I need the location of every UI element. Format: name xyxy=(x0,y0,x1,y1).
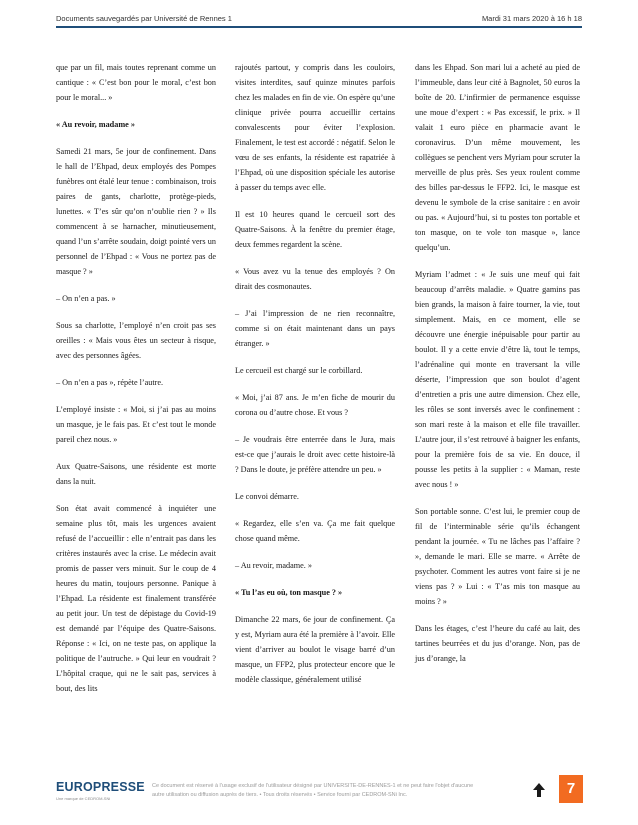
section-heading: « Au revoir, madame » xyxy=(56,120,135,129)
paragraph: « Moi, j’ai 87 ans. Je m’en fiche de mourir du corona ou d’autre chose. Et vous ? xyxy=(235,393,395,417)
paragraph: – On n’en a pas. » xyxy=(56,294,116,303)
header-date: Mardi 31 mars 2020 à 16 h 18 xyxy=(481,14,582,23)
paragraph: Sous sa charlotte, l’employé n’en croit pas ses oreilles : « Mais vous êtes un secteur à risque, avec des personnes âgées. xyxy=(56,321,216,360)
header-divider xyxy=(56,26,582,28)
section-heading: « Tu l’as eu où, ton masque ? » xyxy=(235,588,343,597)
paragraph: rajoutés partout, y compris dans les couloirs, visites interdites, sauf quinze minutes parfois chez les malades en fin de vie. On espère qu’une clinique privée pourra accueillir certains convalescents pour éviter l’explosion. Finalement, le test est accordé : négatif. Selon le vœu de ses enfants, la résidente est rapatriée à l’Ehpad, où une disposition spéciale les autorise à passer du temps avec elle. xyxy=(235,63,395,192)
text-column-1 xyxy=(56,60,216,708)
paragraph: L’employé insiste : « Moi, si j’ai pas au moins un masque, je le fais pas. Et c’est tout le monde pareil chez nous. » xyxy=(56,405,216,444)
paragraph: Son portable sonne. C’est lui, le premier coup de fil de l’interminable série qu’ils échangent pendant la journée. « Tu ne lâches pas l’affaire ? », demande le mari. Elle se marre. « Arrête de psychoter. Comment les autres vont faire si je ne viens pas ? » Lui : « T’as mis ton masque au moins ? » xyxy=(415,507,580,606)
paragraph: – Je voudrais être enterrée dans le Jura, mais est-ce que j’aurais le droit avec cette histoire-là ? Dans le doute, je préfère attendre un peu. » xyxy=(235,435,395,474)
paragraph: « Vous avez vu la tenue des employés ? On dirait des cosmonautes. xyxy=(235,267,395,291)
document-header xyxy=(56,10,582,24)
paragraph: dans les Ehpad. Son mari lui a acheté au pied de l’immeuble, dans leur cité à Bagnolet, 50 euros la boîte de 20. L’infirmier de permanence esquisse une moue d’expert : « Pas excessif, le prix. » Il valait 1 euro pièce en pharmacie avant le coronavirus. D’un même mouvement, les collègues se penchent vers Myriam pour scruter la merveille de plus près. Ses yeux roulent comme des billes par-dessus le FFP2. Ici, le masque est devenu le symbole de la crise sanitaire : en avoir ou pas. « Aujourd’hui, si tu postes ton portable et ton masque, on te vole ton masque », lance quelqu’un. xyxy=(415,63,580,252)
paragraph: – J’ai l’impression de ne rien reconnaître, comme si on était maintenant dans un pays étranger. » xyxy=(235,309,395,348)
text-column-2 xyxy=(235,60,395,699)
paragraph: Son état avait commencé à inquiéter une semaine plus tôt, mais les urgences avaient refusé de l’accueillir : elle n’entrait pas dans les critères instaurés avec la crise. Le médecin avait promis de passer vers minuit. Sur le coup de 4 heures du matin, toujours personne. Panique à l’Ehpad. La résidente est finalement transférée au petit jour. Un test de dépistage du Covid-19 est demandé par l’équipe des Quatre-Saisons. Réponse : « Ici, on ne teste pas, on applique la politique de l’autruche. » Qui leur en voudrait ? L’hôpital craque, qui ne le sait pas, services à bout, des lits xyxy=(56,504,216,693)
paragraph: Il est 10 heures quand le cercueil sort des Quatre-Saisons. À la fenêtre du premier étage, deux femmes regardent la scène. xyxy=(235,210,395,249)
paragraph: Dans les étages, c’est l’heure du café au lait, des tartines beurrées et du jus d’orange. Non, pas de jus d’orange, la xyxy=(415,624,580,663)
logo-tagline: Une marque de CEDROM-SNi xyxy=(56,796,111,801)
paragraph: Aux Quatre-Saisons, une résidente est morte dans la nuit. xyxy=(56,462,216,486)
paragraph: que par un fil, mais toutes reprenant comme un cantique : « C’est bon pour le moral, c’est bon pour le moral... » xyxy=(56,63,216,102)
paragraph: Le convoi démarre. xyxy=(235,492,299,501)
paragraph: Dimanche 22 mars, 6e jour de confinement. Ça y est, Myriam aura été la première à l’avoir. Elle vient d’arriver au boulot le visage barré d’un masque, un FFP2, plus protecteur encore que le modèle classique, généralement utilisé xyxy=(235,615,395,684)
copyright-notice: Ce document est réservé à l'usage exclusif de l'utilisateur désigné par UNIVERSITE-DE-RENNES-1 et ne peut faire l'objet d'aucune autre utilisation ou diffusion auprès de tiers. • Tous droits réservés • Service fourni par CEDROM-SNi Inc. xyxy=(152,783,474,798)
paragraph: – Au revoir, madame. » xyxy=(235,561,312,570)
paragraph: « Regardez, elle s’en va. Ça me fait quelque chose quand même. xyxy=(235,519,395,543)
europresse-logo[interactable]: EUROPRESSE xyxy=(56,780,145,794)
paragraph: Myriam l’admet : « Je suis une meuf qui fait beaucoup d’arrêts maladie. » Quatre gamins pas bien grands, la maison à faire tourner, la vie, tout simplement. Mais, en ce moment, elle se découvre une énergie inépuisable pour partir au boulot. Il y a cette envie d’être là, tout le temps, l’adrénaline qui monte en traversant la ville déserte, l’impression que son boulot d’agent d’entretien a pris une autre dimension. Chez elle, les rôles se sont inversés avec le confinement : son mari reste à la maison et elle file travailler. L’autre jour, il s’est retrouvé à baigner les enfants, pour la première fois de sa vie. En douce, il pousse les petits à la supplier : « Maman, reste avec nous ! » xyxy=(415,270,580,489)
page-number-badge: 7 xyxy=(559,775,583,803)
paragraph: – On n’en a pas », répète l’autre. xyxy=(56,378,164,387)
text-column-3 xyxy=(415,60,580,678)
paragraph: Samedi 21 mars, 5e jour de confinement. Dans le hall de l’Ehpad, deux employés des Pompes funèbres ont étalé leur tenue : combinaison, trois paires de gants, charlotte, protège-pieds, lunettes. « T’es sûr qu’on n’oublie rien ? » Ils commencent à se harnacher, minutieusement, quand l’un s’arrête soudain, doigt pointé vers un personnel de l’Ehpad : « Vous ne portez pas de masque ? » xyxy=(56,147,216,276)
arrow-up-icon[interactable] xyxy=(532,782,546,798)
header-source: Documents sauvegardés par Université de Rennes 1 xyxy=(56,14,232,23)
paragraph: Le cercueil est chargé sur le corbillard. xyxy=(235,366,363,375)
document-footer xyxy=(56,770,582,810)
